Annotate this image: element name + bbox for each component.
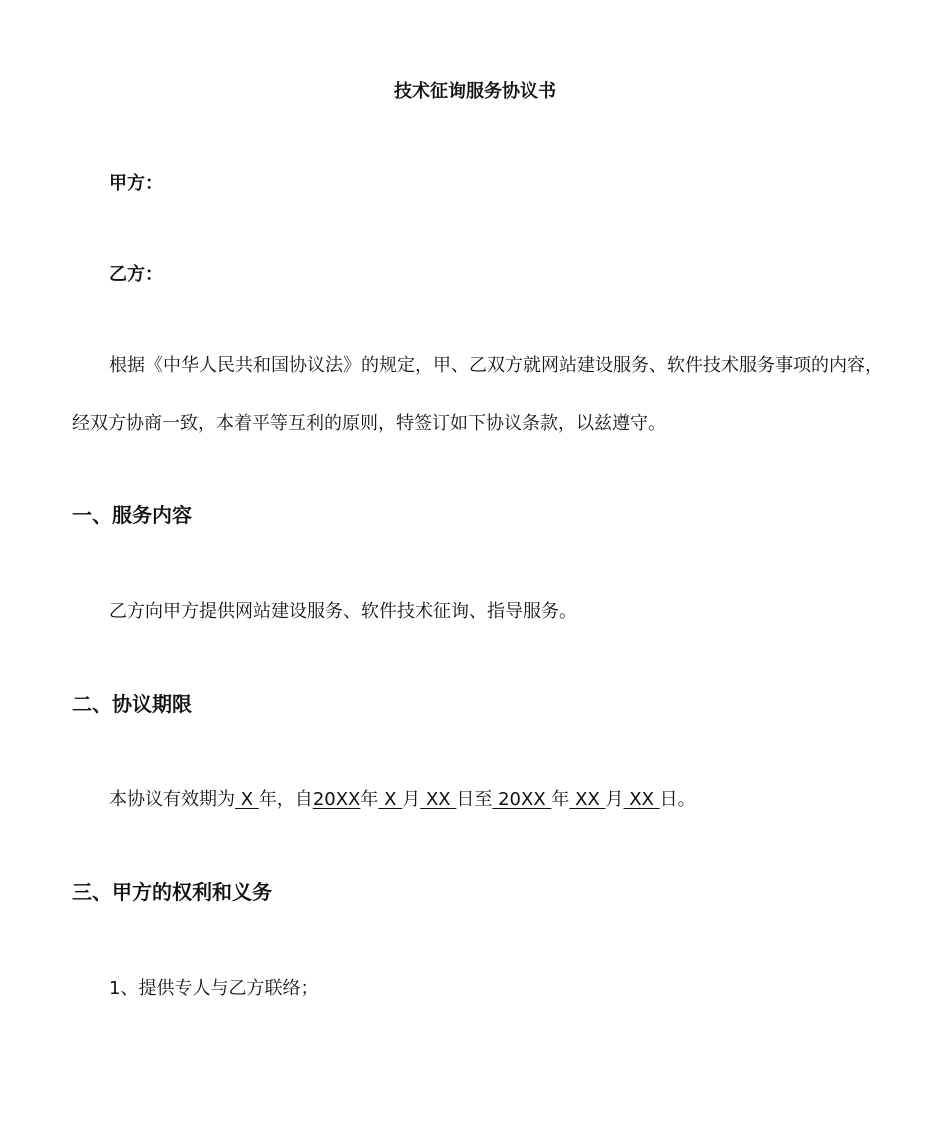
term-text-7: 月 [605,789,624,810]
term-text-6: 年 [551,789,570,810]
intro-paragraph-line-2: 经双方协商一致，本着平等互利的原则，特签订如下协议条款，以兹遵守。 [72,413,666,434]
start-day-blank: XX [425,789,451,810]
agreement-term-text [109,788,696,812]
start-year-blank: 20XX [312,789,361,810]
term-text-3: 年 [360,789,379,810]
term-text-8: 日。 [659,789,696,810]
term-years-blank: X [240,789,254,810]
term-text-4: 月 [402,789,421,810]
end-year-blank: 20XX [498,789,546,810]
start-month-blank: X [384,789,397,810]
section-heading-service-content: 一、服务内容 [72,503,192,527]
party-a-rights-item-1: 1、提供专人与乙方联络； [109,978,319,999]
service-content-text: 乙方向甲方提供网站建设服务、软件技术征询、指导服务。 [109,601,577,622]
end-month-blank: XX [575,789,600,810]
term-text-5: 日至 [456,789,493,810]
section-heading-party-a-rights: 三、甲方的权利和义务 [72,880,272,904]
end-day-blank: XX [629,789,654,810]
party-a-label: 甲方： [109,173,163,194]
term-text-2: 年，自 [258,789,313,810]
party-b-label: 乙方： [109,264,163,285]
intro-paragraph-line-1: 根据《中华人民共和国协议法》的规定，甲、乙双方就网站建设服务、软件技术服务事项的内容， [109,355,883,376]
document-title: 技术征询服务协议书 [394,81,556,102]
section-heading-agreement-term: 二、协议期限 [72,692,192,716]
term-text-1: 本协议有效期为 [109,789,235,810]
